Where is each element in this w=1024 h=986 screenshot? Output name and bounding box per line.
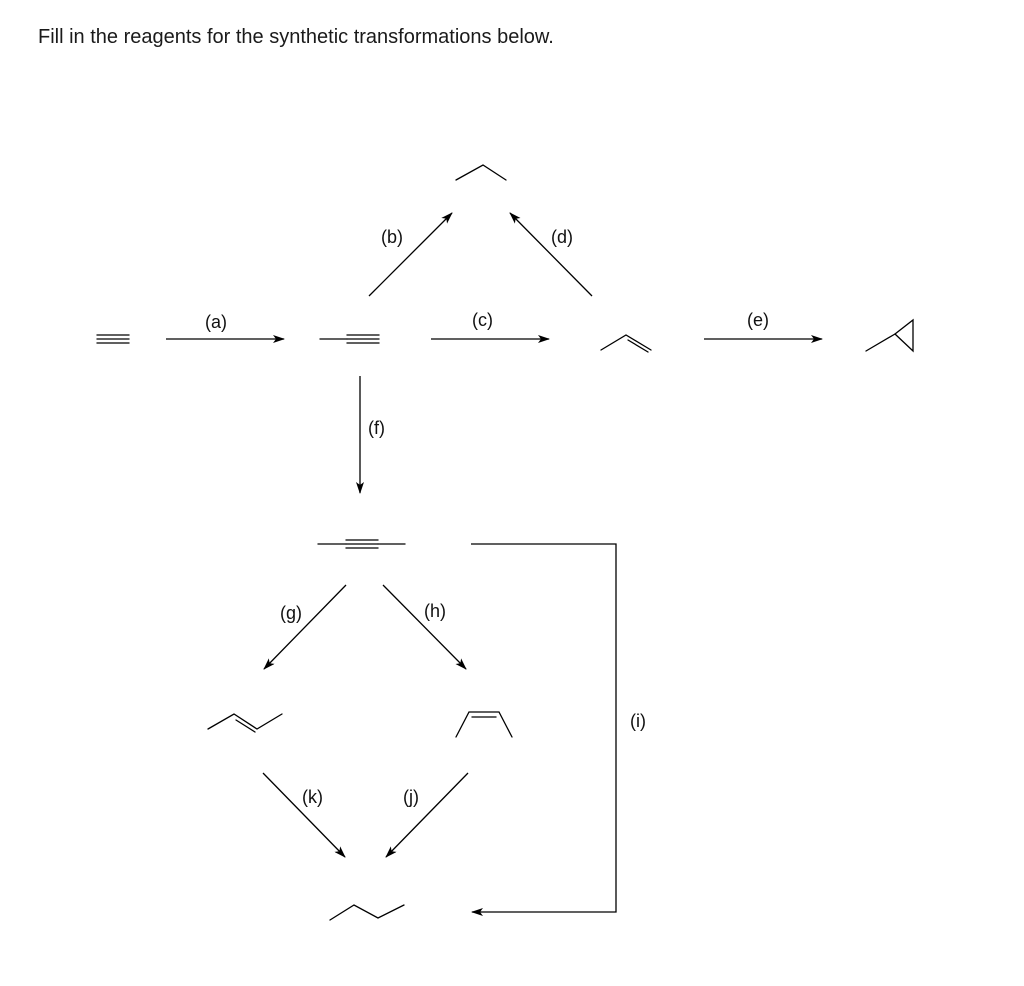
molecule-trans-2-butene: [208, 714, 282, 732]
label-k: (k): [302, 787, 323, 807]
arrow-b: [369, 213, 452, 296]
label-i: (i): [630, 711, 646, 731]
arrow-k: [263, 773, 345, 857]
molecule-propyne: [320, 335, 379, 343]
label-h: (h): [424, 601, 446, 621]
arrow-d: [510, 213, 592, 296]
molecule-propene: [601, 335, 651, 352]
arrow-j: [386, 773, 468, 857]
label-f: (f): [368, 418, 385, 438]
molecule-propane: [456, 165, 506, 180]
molecule-acetylene: [97, 335, 129, 343]
arrow-i: [471, 544, 616, 912]
arrow-h: [383, 585, 466, 669]
molecule-2-butyne: [318, 540, 405, 548]
label-j: (j): [403, 787, 419, 807]
molecule-cis-2-butene: [456, 712, 512, 737]
instruction-text: Fill in the reagents for the synthetic transformations below.: [38, 26, 554, 48]
label-a: (a): [205, 312, 227, 332]
label-d: (d): [551, 227, 573, 247]
arrow-g: [264, 585, 346, 669]
molecule-methylcyclopropane: [866, 320, 913, 351]
label-g: (g): [280, 603, 302, 623]
molecule-butane: [330, 905, 404, 920]
label-c: (c): [472, 310, 493, 330]
label-b: (b): [381, 227, 403, 247]
label-e: (e): [747, 310, 769, 330]
